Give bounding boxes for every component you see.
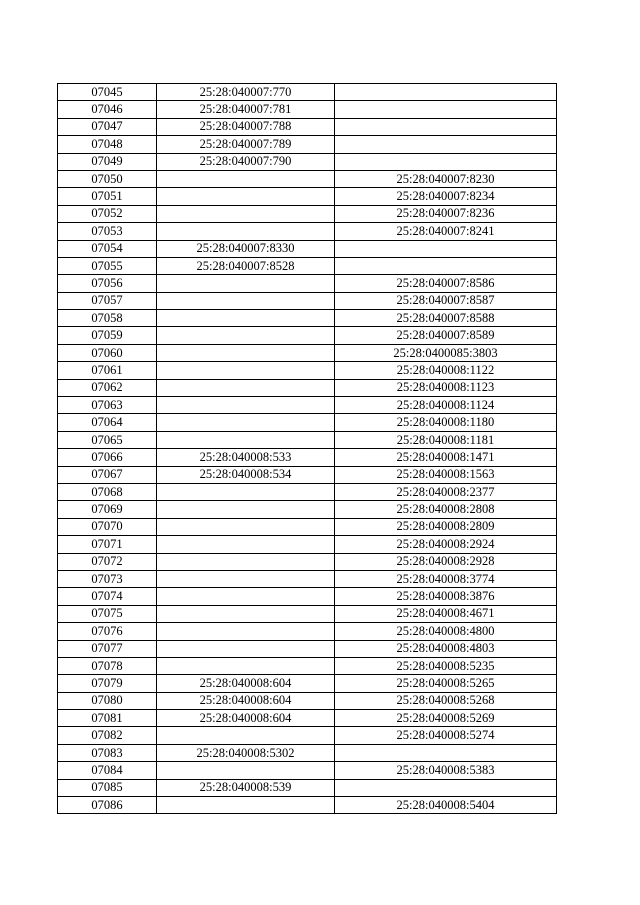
related-cadastral-number-cell (335, 118, 557, 135)
row-number-cell: 07054 (58, 240, 157, 257)
cadastral-number-cell (157, 483, 335, 500)
related-cadastral-number-cell: 25:28:040008:5274 (335, 727, 557, 744)
cadastral-number-cell: 25:28:040008:604 (157, 710, 335, 727)
row-number-cell: 07058 (58, 310, 157, 327)
table-row (58, 240, 557, 257)
cadastral-number-cell (157, 379, 335, 396)
cadastral-number-cell (157, 292, 335, 309)
related-cadastral-number-cell: 25:28:040007:8589 (335, 327, 557, 344)
related-cadastral-number-cell: 25:28:040007:8587 (335, 292, 557, 309)
cadastral-number-cell (157, 344, 335, 361)
related-cadastral-number-cell: 25:28:040007:8236 (335, 205, 557, 222)
row-number-cell: 07074 (58, 588, 157, 605)
row-number-cell: 07085 (58, 779, 157, 796)
cadastral-number-cell (157, 275, 335, 292)
table-row (58, 153, 557, 170)
related-cadastral-number-cell: 25:28:040008:1124 (335, 397, 557, 414)
cadastral-number-cell (157, 397, 335, 414)
table-row (58, 762, 557, 779)
row-number-cell: 07067 (58, 466, 157, 483)
table-row (58, 275, 557, 292)
cadastral-number-cell: 25:28:040008:604 (157, 692, 335, 709)
row-number-cell: 07078 (58, 657, 157, 674)
table-row (58, 797, 557, 814)
row-number-cell: 07069 (58, 501, 157, 518)
table-row (58, 344, 557, 361)
cadastral-number-cell (157, 797, 335, 814)
table-row (58, 257, 557, 274)
related-cadastral-number-cell (335, 84, 557, 101)
related-cadastral-number-cell: 25:28:040008:1563 (335, 466, 557, 483)
cadastral-number-cell: 25:28:040008:533 (157, 449, 335, 466)
row-number-cell: 07049 (58, 153, 157, 170)
cadastral-number-cell (157, 536, 335, 553)
related-cadastral-number-cell: 25:28:040008:3774 (335, 570, 557, 587)
cadastral-number-cell (157, 431, 335, 448)
row-number-cell: 07082 (58, 727, 157, 744)
cadastral-number-cell (157, 518, 335, 535)
related-cadastral-number-cell: 25:28:040008:2928 (335, 553, 557, 570)
row-number-cell: 07060 (58, 344, 157, 361)
row-number-cell: 07056 (58, 275, 157, 292)
table-row (58, 518, 557, 535)
row-number-cell: 07079 (58, 675, 157, 692)
row-number-cell: 07086 (58, 797, 157, 814)
table-row (58, 310, 557, 327)
cadastral-number-cell (157, 588, 335, 605)
row-number-cell: 07061 (58, 362, 157, 379)
cadastral-number-cell (157, 188, 335, 205)
related-cadastral-number-cell: 25:28:040008:2924 (335, 536, 557, 553)
row-number-cell: 07076 (58, 623, 157, 640)
table-row (58, 101, 557, 118)
row-number-cell: 07057 (58, 292, 157, 309)
table-row (58, 779, 557, 796)
related-cadastral-number-cell: 25:28:040008:5269 (335, 710, 557, 727)
table-row (58, 84, 557, 101)
row-number-cell: 07047 (58, 118, 157, 135)
cadastral-number-cell (157, 205, 335, 222)
related-cadastral-number-cell (335, 153, 557, 170)
related-cadastral-number-cell: 25:28:040008:5268 (335, 692, 557, 709)
cadastral-number-cell (157, 310, 335, 327)
table-row (58, 623, 557, 640)
cadastral-number-cell: 25:28:040007:781 (157, 101, 335, 118)
cadastral-number-cell: 25:28:040007:770 (157, 84, 335, 101)
table-row (58, 414, 557, 431)
related-cadastral-number-cell: 25:28:040008:3876 (335, 588, 557, 605)
cadastral-number-cell: 25:28:040008:534 (157, 466, 335, 483)
cadastral-number-cell: 25:28:040007:788 (157, 118, 335, 135)
table-row (58, 223, 557, 240)
related-cadastral-number-cell (335, 136, 557, 153)
related-cadastral-number-cell: 25:28:040008:2808 (335, 501, 557, 518)
row-number-cell: 07050 (58, 170, 157, 187)
row-number-cell: 07083 (58, 744, 157, 761)
table-row (58, 397, 557, 414)
related-cadastral-number-cell: 25:28:040007:8586 (335, 275, 557, 292)
row-number-cell: 07051 (58, 188, 157, 205)
table-row (58, 744, 557, 761)
related-cadastral-number-cell: 25:28:040008:1180 (335, 414, 557, 431)
cadastral-number-cell (157, 605, 335, 622)
row-number-cell: 07072 (58, 553, 157, 570)
table-row (58, 188, 557, 205)
table-body (58, 84, 557, 814)
row-number-cell: 07055 (58, 257, 157, 274)
cadastral-number-cell (157, 727, 335, 744)
table-row (58, 170, 557, 187)
related-cadastral-number-cell: 25:28:040008:1122 (335, 362, 557, 379)
table-row (58, 657, 557, 674)
related-cadastral-number-cell: 25:28:040008:5404 (335, 797, 557, 814)
related-cadastral-number-cell (335, 779, 557, 796)
cadastral-number-table (57, 83, 557, 814)
table-row (58, 379, 557, 396)
table-row (58, 536, 557, 553)
cadastral-number-cell (157, 640, 335, 657)
cadastral-number-cell (157, 414, 335, 431)
row-number-cell: 07059 (58, 327, 157, 344)
cadastral-number-cell: 25:28:040007:8330 (157, 240, 335, 257)
row-number-cell: 07064 (58, 414, 157, 431)
cadastral-number-cell (157, 657, 335, 674)
table-row (58, 501, 557, 518)
related-cadastral-number-cell: 25:28:040008:4800 (335, 623, 557, 640)
related-cadastral-number-cell: 25:28:040008:2377 (335, 483, 557, 500)
row-number-cell: 07084 (58, 762, 157, 779)
related-cadastral-number-cell: 25:28:040008:1181 (335, 431, 557, 448)
related-cadastral-number-cell: 25:28:040007:8588 (335, 310, 557, 327)
related-cadastral-number-cell: 25:28:040007:8230 (335, 170, 557, 187)
table-row (58, 466, 557, 483)
table-row (58, 553, 557, 570)
table-row (58, 570, 557, 587)
table-row (58, 327, 557, 344)
row-number-cell: 07066 (58, 449, 157, 466)
row-number-cell: 07065 (58, 431, 157, 448)
cadastral-number-cell (157, 570, 335, 587)
table-row (58, 675, 557, 692)
cadastral-number-cell: 25:28:040007:8528 (157, 257, 335, 274)
cadastral-number-cell: 25:28:040008:5302 (157, 744, 335, 761)
related-cadastral-number-cell: 25:28:0400085:3803 (335, 344, 557, 361)
related-cadastral-number-cell (335, 101, 557, 118)
related-cadastral-number-cell: 25:28:040008:1471 (335, 449, 557, 466)
table-row (58, 136, 557, 153)
cadastral-number-cell (157, 327, 335, 344)
table-row (58, 692, 557, 709)
row-number-cell: 07045 (58, 84, 157, 101)
cadastral-number-cell: 25:28:040007:789 (157, 136, 335, 153)
table-row (58, 205, 557, 222)
cadastral-number-cell (157, 362, 335, 379)
cadastral-number-cell (157, 762, 335, 779)
table-row (58, 640, 557, 657)
related-cadastral-number-cell: 25:28:040008:5235 (335, 657, 557, 674)
related-cadastral-number-cell: 25:28:040008:1123 (335, 379, 557, 396)
table-row (58, 362, 557, 379)
table-row (58, 605, 557, 622)
table-row (58, 292, 557, 309)
cadastral-number-cell (157, 623, 335, 640)
table-row (58, 710, 557, 727)
related-cadastral-number-cell: 25:28:040008:4803 (335, 640, 557, 657)
table-row (58, 483, 557, 500)
cadastral-number-cell (157, 170, 335, 187)
related-cadastral-number-cell: 25:28:040008:4671 (335, 605, 557, 622)
related-cadastral-number-cell (335, 257, 557, 274)
cadastral-number-cell: 25:28:040008:604 (157, 675, 335, 692)
row-number-cell: 07053 (58, 223, 157, 240)
related-cadastral-number-cell: 25:28:040007:8241 (335, 223, 557, 240)
row-number-cell: 07080 (58, 692, 157, 709)
related-cadastral-number-cell: 25:28:040008:2809 (335, 518, 557, 535)
row-number-cell: 07062 (58, 379, 157, 396)
row-number-cell: 07075 (58, 605, 157, 622)
row-number-cell: 07077 (58, 640, 157, 657)
row-number-cell: 07046 (58, 101, 157, 118)
table-row (58, 118, 557, 135)
related-cadastral-number-cell: 25:28:040007:8234 (335, 188, 557, 205)
related-cadastral-number-cell: 25:28:040008:5265 (335, 675, 557, 692)
row-number-cell: 07070 (58, 518, 157, 535)
cadastral-number-cell (157, 501, 335, 518)
cadastral-number-cell (157, 553, 335, 570)
table-row (58, 431, 557, 448)
table-row (58, 449, 557, 466)
related-cadastral-number-cell (335, 744, 557, 761)
row-number-cell: 07052 (58, 205, 157, 222)
row-number-cell: 07068 (58, 483, 157, 500)
row-number-cell: 07073 (58, 570, 157, 587)
related-cadastral-number-cell: 25:28:040008:5383 (335, 762, 557, 779)
row-number-cell: 07063 (58, 397, 157, 414)
cadastral-number-cell: 25:28:040008:539 (157, 779, 335, 796)
row-number-cell: 07048 (58, 136, 157, 153)
related-cadastral-number-cell (335, 240, 557, 257)
cadastral-number-cell (157, 223, 335, 240)
cadastral-number-cell: 25:28:040007:790 (157, 153, 335, 170)
row-number-cell: 07081 (58, 710, 157, 727)
row-number-cell: 07071 (58, 536, 157, 553)
table-row (58, 588, 557, 605)
table-row (58, 727, 557, 744)
